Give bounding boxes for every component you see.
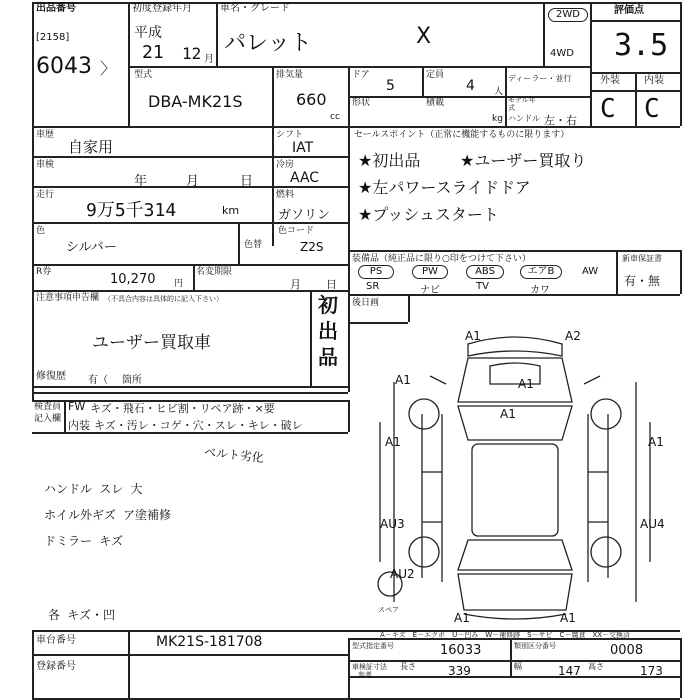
ac-label: 冷房 (276, 160, 295, 170)
selling-point-2: ★ユーザー買取り (460, 151, 587, 170)
mileage-label: 走行 (36, 190, 55, 200)
caution-label: 注意事項申告欄 (36, 293, 100, 303)
doors-label: ドア (352, 70, 370, 80)
inspector-row1-tag: FW (68, 400, 86, 413)
class-value: 0008 (610, 643, 644, 658)
usage-label: 車歴 (36, 130, 55, 140)
hand-seatbelt: ベルト劣化 (203, 444, 265, 466)
mileage-unit: km (222, 204, 240, 217)
len-label: 長さ (400, 662, 416, 671)
reg-month: 12 (182, 44, 202, 63)
inspection-day: 日 (240, 174, 254, 189)
rear-seat-label: 後日画 (352, 298, 380, 308)
hand-line-3: ドミラー キズ (44, 534, 123, 548)
mark-right-door: A1 (648, 435, 664, 449)
inspector-label-2: 記入欄 (34, 414, 62, 424)
shift-value: IAT (292, 140, 314, 156)
fuel-value: ガソリン (278, 208, 331, 223)
width-label: 幅 (514, 662, 522, 671)
lot-code: [2158] (36, 32, 70, 43)
mark-hood: A1 (518, 377, 534, 391)
ac-value: AAC (290, 170, 320, 186)
inspector-row2-tag: 内装 (68, 419, 90, 432)
color-code-label: 色コード (278, 226, 315, 236)
mark-left-door: A1 (385, 435, 401, 449)
displacement-value: 660 (296, 90, 327, 109)
mark-front-right: A2 (565, 329, 581, 343)
first-reg-label: 初度登録年月 (132, 3, 192, 14)
selling-points-label: セールスポイント（正常に機能するものに限ります） (354, 130, 570, 140)
equip-leather: カワ (530, 285, 550, 296)
damage-diagram (350, 322, 680, 638)
chassis-value: MK21S-181708 (156, 634, 263, 650)
repair-label: 修復歴 (36, 371, 66, 382)
reg-label: 登録番号 (36, 661, 76, 672)
new-warranty-value: 有・無 (624, 274, 661, 288)
inspector-label-1: 検査員 (34, 402, 62, 412)
color-label: 色 (36, 226, 46, 236)
drive-4wd: 4WD (550, 48, 574, 59)
recycle-unit: 円 (174, 279, 184, 289)
equip-navi: ナビ (420, 285, 440, 296)
selling-point-4: ★プッシュスタート (358, 205, 499, 224)
drive-2wd: 2WD (548, 8, 588, 22)
equip-ps: PS (358, 265, 394, 279)
era: 平成 (134, 25, 162, 41)
score-label: 評価点 (614, 5, 644, 16)
name-change-label: 名変期限 (196, 267, 233, 277)
displacement-label: 排気量 (276, 70, 304, 80)
width-value: 147 (558, 664, 581, 678)
mark-windshield: A1 (500, 407, 516, 421)
name-change-month: 月 (290, 278, 301, 291)
capacity-label: 定員 (426, 70, 445, 80)
recycle-label: R券 (36, 267, 52, 277)
hand-line-1: ハンドル スレ 大 (44, 482, 143, 496)
steering-label: ハンドル (508, 114, 540, 123)
color-code-value: Z2S (300, 240, 324, 254)
lot-label: 出品番号 (36, 3, 76, 14)
mark-front-left: A1 (465, 329, 481, 343)
fuel-label: 燃料 (276, 190, 295, 200)
first-listing-stamp: 初 出 品 (318, 293, 338, 369)
equip-sr: SR (366, 281, 380, 292)
shift-label: シフト (276, 130, 304, 140)
caution-sub: （不具合内容は具体的に記入下さい） (104, 295, 223, 303)
selling-point-1: ★初出品 (358, 151, 421, 170)
steering-value: 左・右 (544, 114, 577, 127)
recolor-label: 色替 (244, 240, 263, 250)
model-year-label: モデル年式 (508, 96, 536, 112)
color-value: シルバー (66, 240, 117, 255)
exterior-label: 外装 (600, 75, 620, 86)
equip-aw: AW (582, 266, 599, 277)
repair-unit: 箇所 (122, 375, 142, 386)
capacity-unit: 人 (494, 87, 504, 97)
equip-abs: ABS (466, 265, 504, 279)
selling-point-3: ★左パワースライドドア (358, 178, 531, 197)
chassis-label: 車台番号 (36, 635, 76, 646)
inspection-label: 車検 (36, 160, 55, 170)
mark-left-fender: A1 (395, 373, 411, 387)
reg-year: 21 (142, 42, 164, 63)
name-label: 車名・グレード (220, 3, 290, 14)
ref-label: 参考 (358, 671, 372, 679)
equipment-label: 装備品（純正品に限り○印をつけて下さい） (352, 254, 531, 264)
inspection-year: 年 (134, 174, 148, 189)
load-label: 積載 (426, 98, 445, 108)
model-type-value: 16033 (440, 643, 482, 658)
doors-value: 5 (386, 78, 395, 94)
height-value: 173 (640, 664, 663, 678)
model-type-label: 型式指定番号 (352, 642, 394, 650)
spare-label: スペア (378, 606, 399, 614)
length-value: 339 (448, 664, 471, 678)
reg-month-unit: 月 (204, 54, 214, 65)
capacity-value: 4 (466, 78, 475, 94)
inspector-row1: キズ・飛石・ヒビ割・リペア跡・×要 (90, 402, 275, 415)
displacement-unit: cc (330, 112, 340, 122)
model-label: 型式 (134, 70, 153, 80)
score-value: 3.5 (614, 28, 669, 63)
grade: X (416, 24, 432, 49)
car-name: パレット (224, 31, 312, 56)
new-warranty-label: 新車保証書 (622, 254, 662, 263)
name-change-day: 日 (326, 278, 337, 291)
exterior-grade: C (600, 94, 616, 124)
hand-line-4: 各 キズ・凹 (48, 608, 115, 622)
caution-text: ユーザー買取車 (92, 333, 211, 353)
damage-legend: A－キズ E－エクボ U－凹み W－補修跡 S－サビ C－腐食 XX－交換済 (380, 631, 631, 639)
interior-label: 内装 (644, 75, 664, 86)
hand-line-2: ホイル外ギズ ア塗補修 (44, 508, 171, 522)
mark-rear-right: A1 (560, 611, 576, 625)
equip-tv: TV (476, 281, 489, 292)
mark-left-rear: AU2 (390, 567, 415, 581)
repair-value: 有（ (88, 375, 108, 386)
inspection-month: 月 (186, 174, 200, 189)
inspector-row2: キズ・汚レ・コゲ・穴・スレ・キレ・破レ (94, 419, 303, 432)
length-section-label: 車検証寸法 (352, 663, 387, 671)
shape-label: 形状 (352, 98, 371, 108)
equip-pw: PW (412, 265, 448, 279)
class-label: 類別区分番号 (514, 642, 556, 650)
height-label: 高さ (588, 662, 604, 671)
model-value: DBA-MK21S (148, 92, 243, 111)
lot-number: 6043 (36, 54, 92, 79)
interior-grade: C (644, 94, 660, 124)
lot-number-mark: 〉 (100, 59, 117, 78)
mileage-value: 9万5千314 (86, 200, 177, 221)
dealer-label: ディーラー・並行 (508, 74, 572, 83)
mark-right-rear-door: AU4 (640, 517, 665, 531)
recycle-fee: 10,270 (110, 272, 156, 287)
mark-left-rear-door: AU3 (380, 517, 405, 531)
usage-value: 自家用 (68, 138, 114, 156)
equip-airbag: エアB (520, 265, 562, 279)
load-unit: kg (492, 114, 503, 124)
mark-rear-left: A1 (454, 611, 470, 625)
